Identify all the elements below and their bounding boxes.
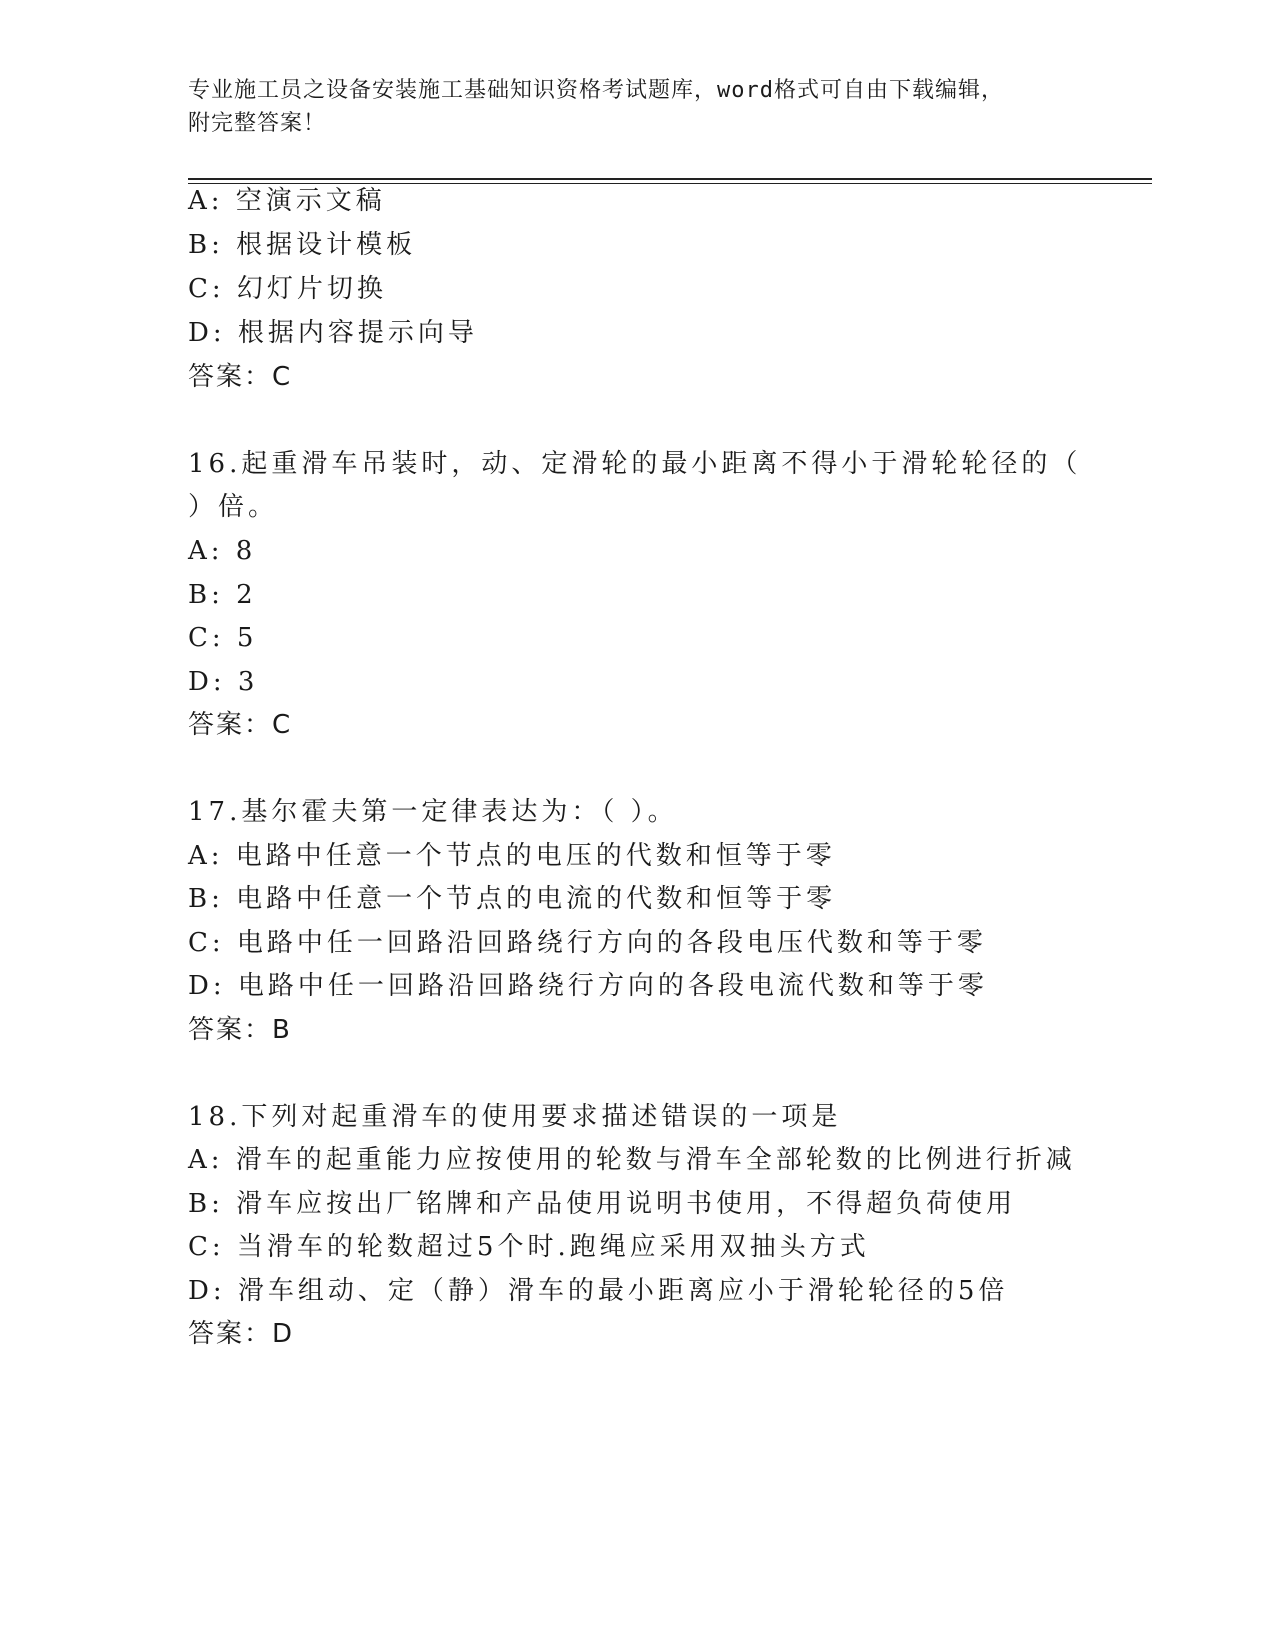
option-b: B: 根据设计模板: [188, 230, 417, 260]
option-d: D: 电路中任一回路沿回路绕行方向的各段电流代数和等于零: [188, 971, 988, 1001]
option-a: A: 空演示文稿: [188, 186, 386, 216]
question-stem-line-2: ）倍。: [188, 492, 279, 522]
option-c: C: 幻灯片切换: [188, 274, 387, 304]
question-stem: 18.下列对起重滑车的使用要求描述错误的一项是: [188, 1102, 842, 1132]
answer-label: 答案：D: [188, 1319, 295, 1349]
option-c: C: 电路中任一回路沿回路绕行方向的各段电压代数和等于零: [188, 928, 987, 958]
document-header: [188, 74, 1068, 140]
option-a: A: 滑车的起重能力应按使用的轮数与滑车全部轮数的比例进行折减: [188, 1145, 1076, 1175]
option-d: D: 根据内容提示向导: [188, 318, 478, 348]
option-c: C: 当滑车的轮数超过5个时.跑绳应采用双抽头方式: [188, 1232, 870, 1262]
option-d: D: 滑车组动、定（静）滑车的最小距离应小于滑轮轮径的5倍: [188, 1276, 1009, 1306]
option-b: B: 电路中任意一个节点的电流的代数和恒等于零: [188, 884, 837, 914]
option-b: B: 滑车应按出厂铭牌和产品使用说明书使用，不得超负荷使用: [188, 1189, 1017, 1219]
question-stem: 17.基尔霍夫第一定律表达为：（ ）。: [188, 797, 678, 827]
answer-label: 答案：C: [188, 710, 293, 740]
option-a: A: 电路中任意一个节点的电压的代数和恒等于零: [188, 841, 836, 871]
option-c: C: 5: [188, 623, 258, 653]
header-line-1: 专业施工员之设备安装施工基础知识资格考试题库，word格式可自由下载编辑，: [188, 78, 1004, 103]
answer-label: 答案：C: [188, 362, 293, 392]
option-b: B: 2: [188, 580, 257, 610]
option-d: D: 3: [188, 667, 259, 697]
answer-label: 答案：B: [188, 1015, 292, 1045]
option-a: A: 8: [188, 536, 257, 566]
header-line-2: 附完整答案！: [188, 111, 327, 136]
question-stem-line-1: 16.起重滑车吊装时，动、定滑轮的最小距离不得小于滑轮轮径的（: [188, 449, 1082, 479]
